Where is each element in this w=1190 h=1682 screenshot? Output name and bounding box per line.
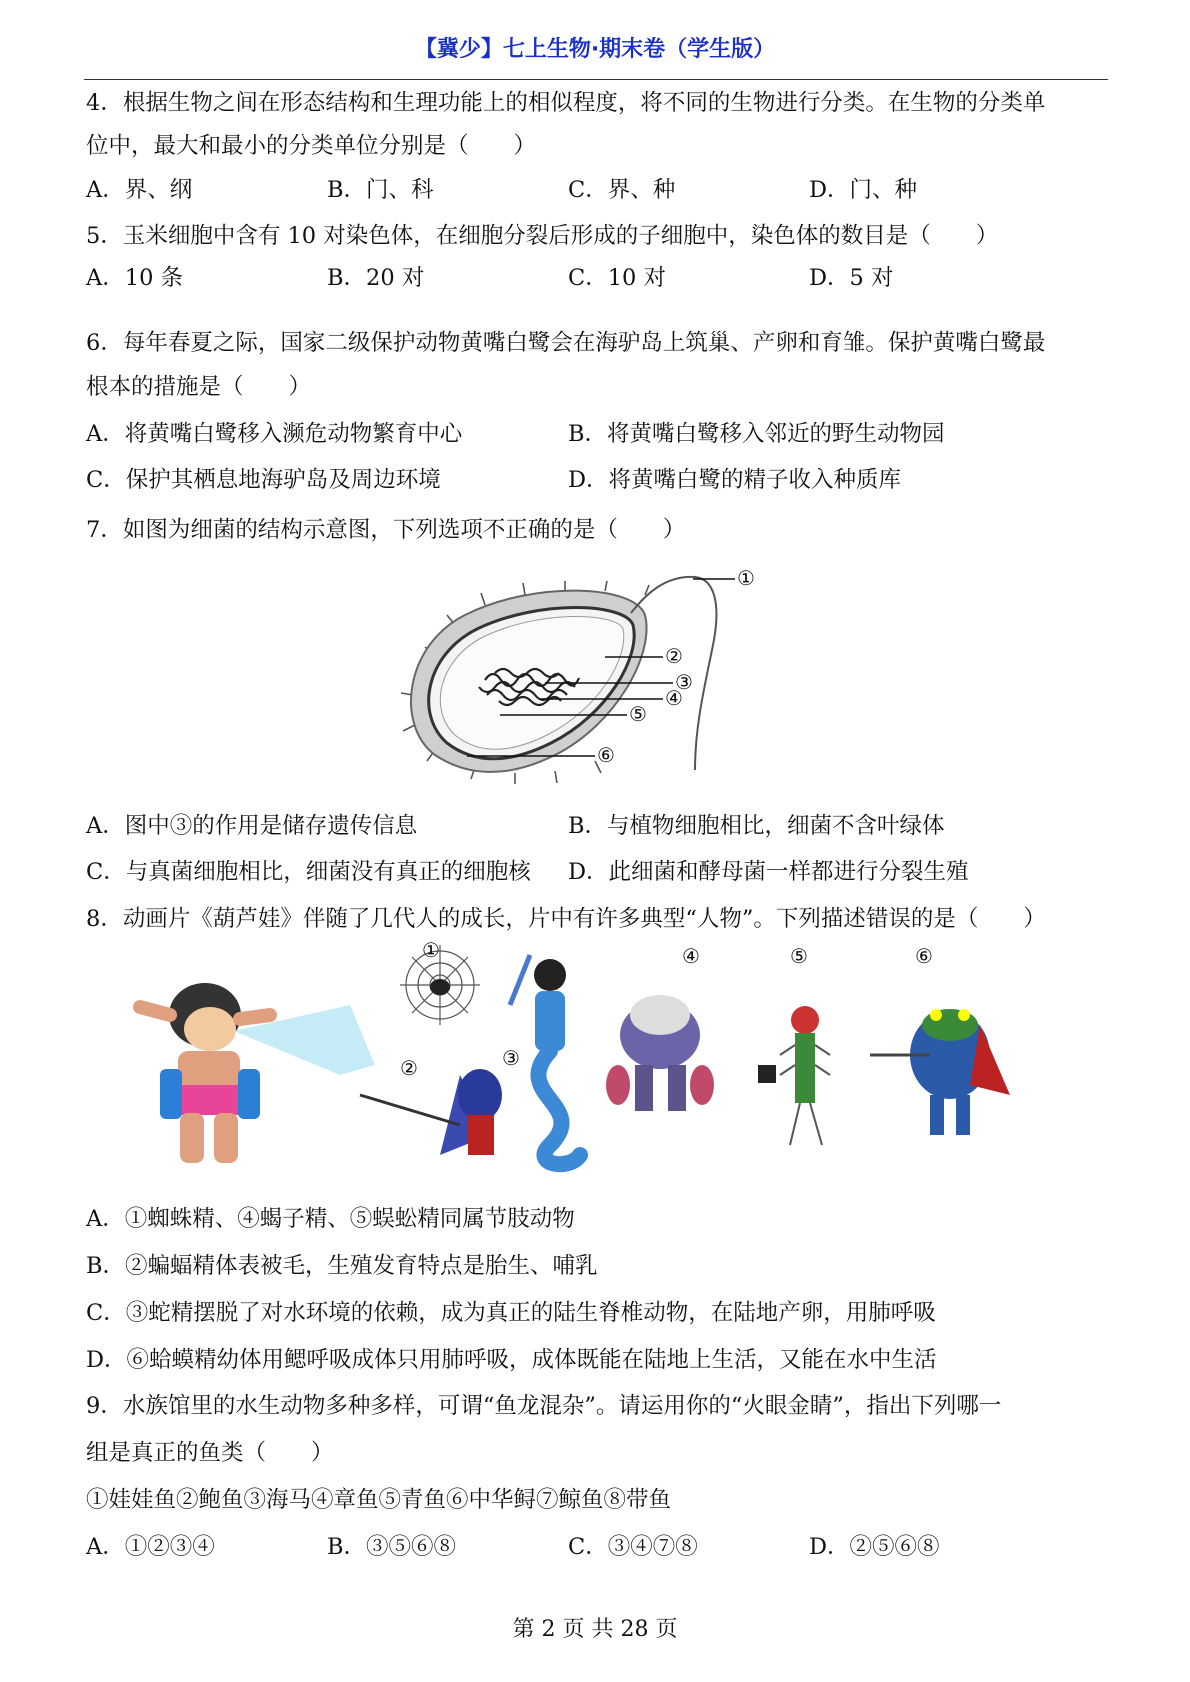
q5-option-a[interactable]: A．10 条 <box>86 265 184 291</box>
q6-stem-2: 根本的措施是（ ） <box>86 374 312 400</box>
character-label-3: ③ <box>502 1046 520 1070</box>
q5-option-b[interactable]: B．20 对 <box>327 265 425 291</box>
character-label-6: ⑥ <box>915 944 933 968</box>
q9-items: ①娃娃鱼②鲍鱼③海马④章鱼⑤青鱼⑥中华鲟⑦鲸鱼⑧带鱼 <box>86 1487 672 1513</box>
toad-spirit-illustration <box>870 1009 1010 1135</box>
q9-option-d[interactable]: D．②⑤⑥⑧ <box>809 1534 940 1560</box>
q7-option-c[interactable]: C．与真菌细胞相比，细菌没有真正的细胞核 <box>86 859 531 885</box>
q9-option-c[interactable]: C．③④⑦⑧ <box>568 1534 698 1560</box>
bacteria-label-2: ② <box>665 644 683 668</box>
q5-option-c[interactable]: C．10 对 <box>568 265 666 291</box>
q6-option-d[interactable]: D．将黄嘴白鹭的精子收入种质库 <box>568 467 902 493</box>
q8-option-d[interactable]: D．⑥蛤蟆精幼体用鳃呼吸成体只用肺呼吸，成体既能在陆地上生活，又能在水中生活 <box>86 1347 937 1373</box>
q5-option-d[interactable]: D．5 对 <box>809 265 894 291</box>
q4-option-c[interactable]: C．界、种 <box>568 177 676 203</box>
q4-option-a[interactable]: A．界、纲 <box>86 177 193 203</box>
q4-stem-2: 位中，最大和最小的分类单位分别是（ ） <box>86 133 537 159</box>
centipede-spirit-illustration <box>758 1006 830 1145</box>
calabash-boy-illustration <box>140 983 375 1163</box>
q4-option-b[interactable]: B．门、科 <box>327 177 434 203</box>
character-label-1: ① <box>422 938 440 962</box>
q6-stem-1: 6．每年春夏之际，国家二级保护动物黄嘴白鹭会在海驴岛上筑巢、产卵和育雏。保护黄嘴白鹭最 <box>86 330 1046 356</box>
q7-stem: 7．如图为细菌的结构示意图，下列选项不正确的是（ ） <box>86 517 686 543</box>
page-footer: 第 2 页 共 28 页 <box>512 1617 678 1642</box>
q6-option-a[interactable]: A．将黄嘴白鹭移入濒危动物繁育中心 <box>86 421 463 447</box>
q4-stem-1: 4．根据生物之间在形态结构和生理功能上的相似程度，将不同的生物进行分类。在生物的分类单 <box>86 90 1046 116</box>
character-label-2: ② <box>400 1056 418 1080</box>
bacteria-label-3: ③ <box>675 670 693 694</box>
q9-stem-2: 组是真正的鱼类（ ） <box>86 1440 334 1466</box>
bacteria-label-1: ① <box>737 566 755 590</box>
q7-option-a[interactable]: A．图中③的作用是储存遗传信息 <box>86 813 418 839</box>
q8-option-b[interactable]: B．②蝙蝠精体表被毛，生殖发育特点是胎生、哺乳 <box>86 1253 598 1279</box>
q4-option-d[interactable]: D．门、种 <box>809 177 918 203</box>
q8-stem: 8．动画片《葫芦娃》伴随了几代人的成长，片中有许多典型“人物”。下列描述错误的是（ ） <box>86 906 1046 932</box>
q8-option-c[interactable]: C．③蛇精摆脱了对水环境的依赖，成为真正的陆生脊椎动物，在陆地产卵，用肺呼吸 <box>86 1300 936 1326</box>
spider-spirit-illustration <box>400 945 480 1025</box>
q8-option-a[interactable]: A．①蜘蛛精、④蝎子精、⑤蜈蚣精同属节肢动物 <box>86 1206 575 1232</box>
bacteria-label-4: ④ <box>665 686 683 710</box>
bat-spirit-illustration <box>360 1069 502 1155</box>
header-rule <box>84 79 1108 80</box>
bacteria-label-5: ⑤ <box>629 702 647 726</box>
character-label-4: ④ <box>682 944 700 968</box>
character-label-5: ⑤ <box>790 944 808 968</box>
snake-spirit-illustration <box>510 955 580 1164</box>
q9-stem-1: 9．水族馆里的水生动物多种多样，可谓“鱼龙混杂”。请运用你的“火眼金睛”，指出下列哪一 <box>86 1393 1002 1419</box>
calabash-characters-figure <box>130 938 1070 1185</box>
q9-option-b[interactable]: B．③⑤⑥⑧ <box>327 1534 457 1560</box>
q6-option-b[interactable]: B．将黄嘴白鹭移入邻近的野生动物园 <box>568 421 945 447</box>
q7-option-b[interactable]: B．与植物细胞相比，细菌不含叶绿体 <box>568 813 945 839</box>
bacteria-diagram <box>395 566 815 785</box>
q6-option-c[interactable]: C．保护其栖息地海驴岛及周边环境 <box>86 467 441 493</box>
bacteria-label-6: ⑥ <box>597 743 615 767</box>
q5-stem: 5．玉米细胞中含有 10 对染色体，在细胞分裂后形成的子细胞中，染色体的数目是（ ） <box>86 223 999 249</box>
page-header: 【冀少】七上生物·期末卷（学生版） <box>414 37 776 62</box>
q9-option-a[interactable]: A．①②③④ <box>86 1534 215 1560</box>
scorpion-spirit-illustration <box>606 995 714 1111</box>
q7-option-d[interactable]: D．此细菌和酵母菌一样都进行分裂生殖 <box>568 859 969 885</box>
